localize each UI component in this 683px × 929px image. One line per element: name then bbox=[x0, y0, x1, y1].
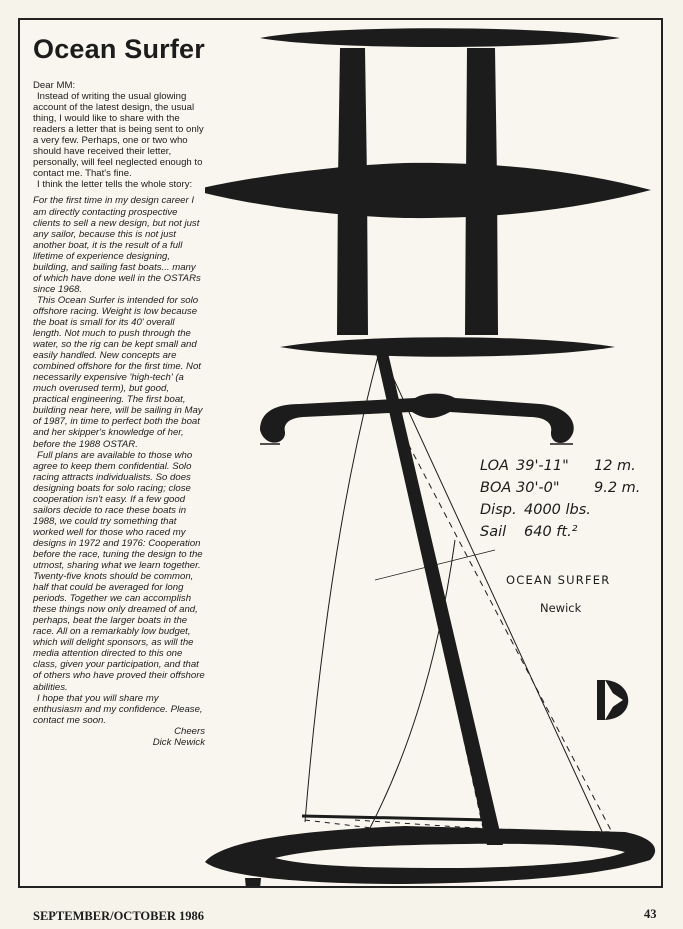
boat-drawing bbox=[205, 20, 661, 886]
letter-paragraph: Full plans are available to those who agree to keep them confidential. Solo racing attracts individualists. So does designing boats for solo racing; close cooperation isn't easy. If a few good sailors decide to race these boats in 1988, we could try something that worked well for those who raced my designs in 1972 and 1976: Cooperation before the race, tuning the design to the utmost, sharing what we learn together. Twenty-five knots should be common, half that could be averaged for long periods. Together we can accomplish these things now only dreamed of and, perhaps, beat the larger boats in the race. All on a remarkably low budget, which will delight sponsors, as will the media attention directed to this one class, given your participation, and that of others who have proved their offshore abilities. bbox=[33, 449, 205, 693]
spec-metric: 12 m. bbox=[594, 458, 636, 474]
crossbeam-section bbox=[260, 394, 574, 444]
spec-label: LOA bbox=[480, 458, 509, 474]
jib-leech bbox=[370, 540, 455, 828]
article-title: Ocean Surfer bbox=[33, 34, 205, 64]
letter-paragraph: This Ocean Surfer is intended for solo offshore racing. Weight is low because the boat is small for its 40' overall length. Not much to push through the water, so the rig can be kept small and easily handled. New concepts are combined offshore for the first time. Not necessarily expensive 'high-tech' (a much overused term), but good, practical engineering. The first boat, building near here, will be sailing in May of 1987, in time to perfect both the boat and her skipper's knowledge of her, before the 1988 OSTAR. bbox=[33, 294, 203, 450]
mainsail-leech bbox=[305, 345, 381, 822]
elevation-view bbox=[205, 340, 655, 886]
aft-beam bbox=[280, 337, 615, 357]
spec-row-boa bbox=[480, 477, 640, 499]
article-body bbox=[33, 80, 205, 748]
spec-row-loa bbox=[480, 455, 640, 477]
spec-imperial: 4000 lbs. bbox=[524, 502, 591, 518]
drawing-boat-name: OCEAN SURFER bbox=[506, 573, 611, 587]
closing: Cheers bbox=[174, 725, 205, 737]
spec-row-sail bbox=[480, 521, 640, 543]
article-paragraph: Instead of writing the usual glowing account of the latest design, the usual thing, I would like to share with the readers a letter that is being sent to only a very few. Perhaps, one or two who should have received their letter, personally, will feel neglected enough to contact me. That's fine. bbox=[33, 91, 204, 180]
spec-label: Disp. bbox=[480, 502, 517, 518]
drawing-designer: Newick bbox=[540, 601, 582, 615]
main-hull-plan bbox=[205, 163, 651, 218]
boom bbox=[302, 816, 490, 820]
newick-logo-icon bbox=[597, 680, 628, 720]
issue-date: SEPTEMBER/OCTOBER 1986 bbox=[33, 909, 204, 923]
spec-row-disp bbox=[480, 499, 640, 521]
spec-imperial: 39'-11" bbox=[516, 458, 569, 474]
article-paragraph: Dear MM: bbox=[33, 80, 76, 91]
signature: Dick Newick bbox=[152, 736, 205, 748]
spec-label: Sail bbox=[480, 524, 507, 540]
plan-view bbox=[205, 28, 651, 357]
page-number: 43 bbox=[644, 907, 657, 921]
forward-beam bbox=[260, 28, 620, 47]
rudder bbox=[245, 878, 261, 886]
main-hull-profile bbox=[205, 826, 655, 884]
article-paragraph: I think the letter tells the whole story: bbox=[37, 179, 193, 191]
spec-imperial: 30'-0" bbox=[516, 480, 560, 496]
spec-label: BOA bbox=[480, 480, 512, 496]
letter-paragraph: For the first time in my design career I am directly contacting prospective clients to sell a new design, but not just any sailor, because this is not just another boat, it is the result of a full lifetime of experience designing, building, and sailing fast boats... many of which have done well in the OSTARs since 1968. bbox=[33, 195, 201, 295]
spec-imperial: 640 ft.² bbox=[524, 524, 578, 540]
spec-metric: 9.2 m. bbox=[594, 480, 641, 496]
spec-table bbox=[480, 455, 640, 543]
letter-paragraph: I hope that you will share my enthusiasm and my confidence. Please, contact me soon. bbox=[33, 692, 203, 726]
